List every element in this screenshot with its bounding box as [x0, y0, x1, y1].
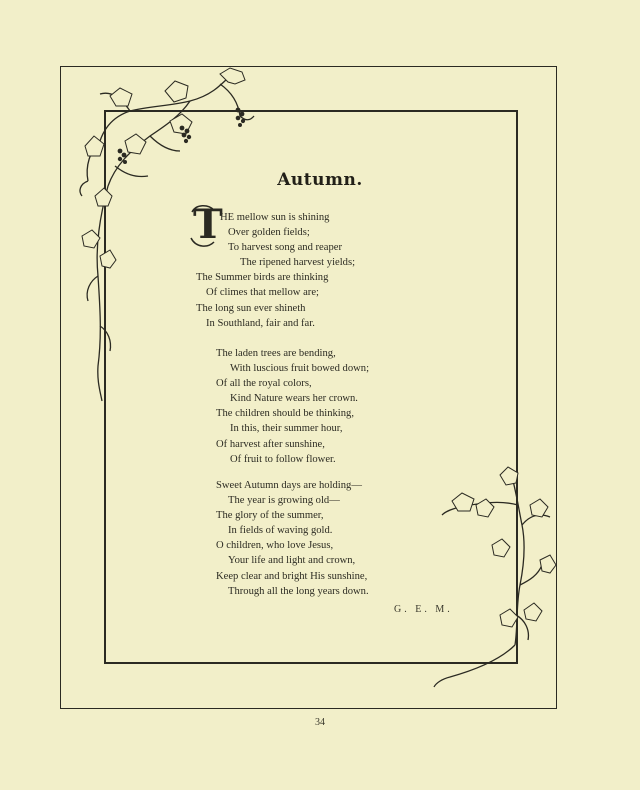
- author-signature: G. E. M.: [394, 604, 453, 615]
- stanza-1: [196, 210, 355, 331]
- poem-line: Kind Nature wears her crown.: [230, 393, 358, 405]
- poem-line: In fields of waving gold.: [228, 525, 333, 537]
- stanza-2: [216, 346, 369, 467]
- grapevine-ornament-bottom-right: [430, 465, 560, 695]
- poem-line: Of harvest after sunshine,: [216, 438, 325, 450]
- poem-line: In Southland, fair and far.: [206, 317, 315, 329]
- poem-line: HE mellow sun is shining: [220, 212, 330, 223]
- poem-line: Through all the long years down.: [228, 585, 369, 597]
- poem-line: The year is growing old—: [228, 495, 340, 507]
- poem-line: Of climes that mellow are;: [206, 287, 319, 299]
- poem-line: The Summer birds are thinking: [196, 272, 329, 284]
- poem-line: Your life and light and crown,: [228, 555, 356, 567]
- poem-line: The long sun ever shineth: [196, 302, 306, 314]
- stanza-3: [216, 478, 369, 599]
- poem-line: Over golden fields;: [228, 227, 310, 239]
- poem-line: The glory of the summer,: [216, 510, 324, 522]
- poem-line: Keep clear and bright His sunshine,: [216, 570, 368, 582]
- poem-line: The ripened harvest yields;: [240, 257, 356, 269]
- poem-line: Of fruit to follow flower.: [230, 453, 336, 465]
- poem-line: O children, who love Jesus,: [216, 540, 334, 552]
- poem-line: Sweet Autumn days are holding—: [216, 480, 362, 491]
- drop-cap: T: [193, 201, 223, 248]
- poem-line: To harvest song and reaper: [228, 242, 342, 254]
- poem-line: The children should be thinking,: [216, 408, 354, 420]
- poem-line: Of all the royal colors,: [216, 378, 312, 390]
- poem-title: Autumn.: [277, 170, 363, 190]
- page-number: 34: [315, 717, 325, 728]
- poem-line: With luscious fruit bowed down;: [230, 363, 370, 375]
- poem-line: In this, their summer hour,: [230, 423, 343, 435]
- poem-line: The laden trees are bending,: [216, 348, 336, 359]
